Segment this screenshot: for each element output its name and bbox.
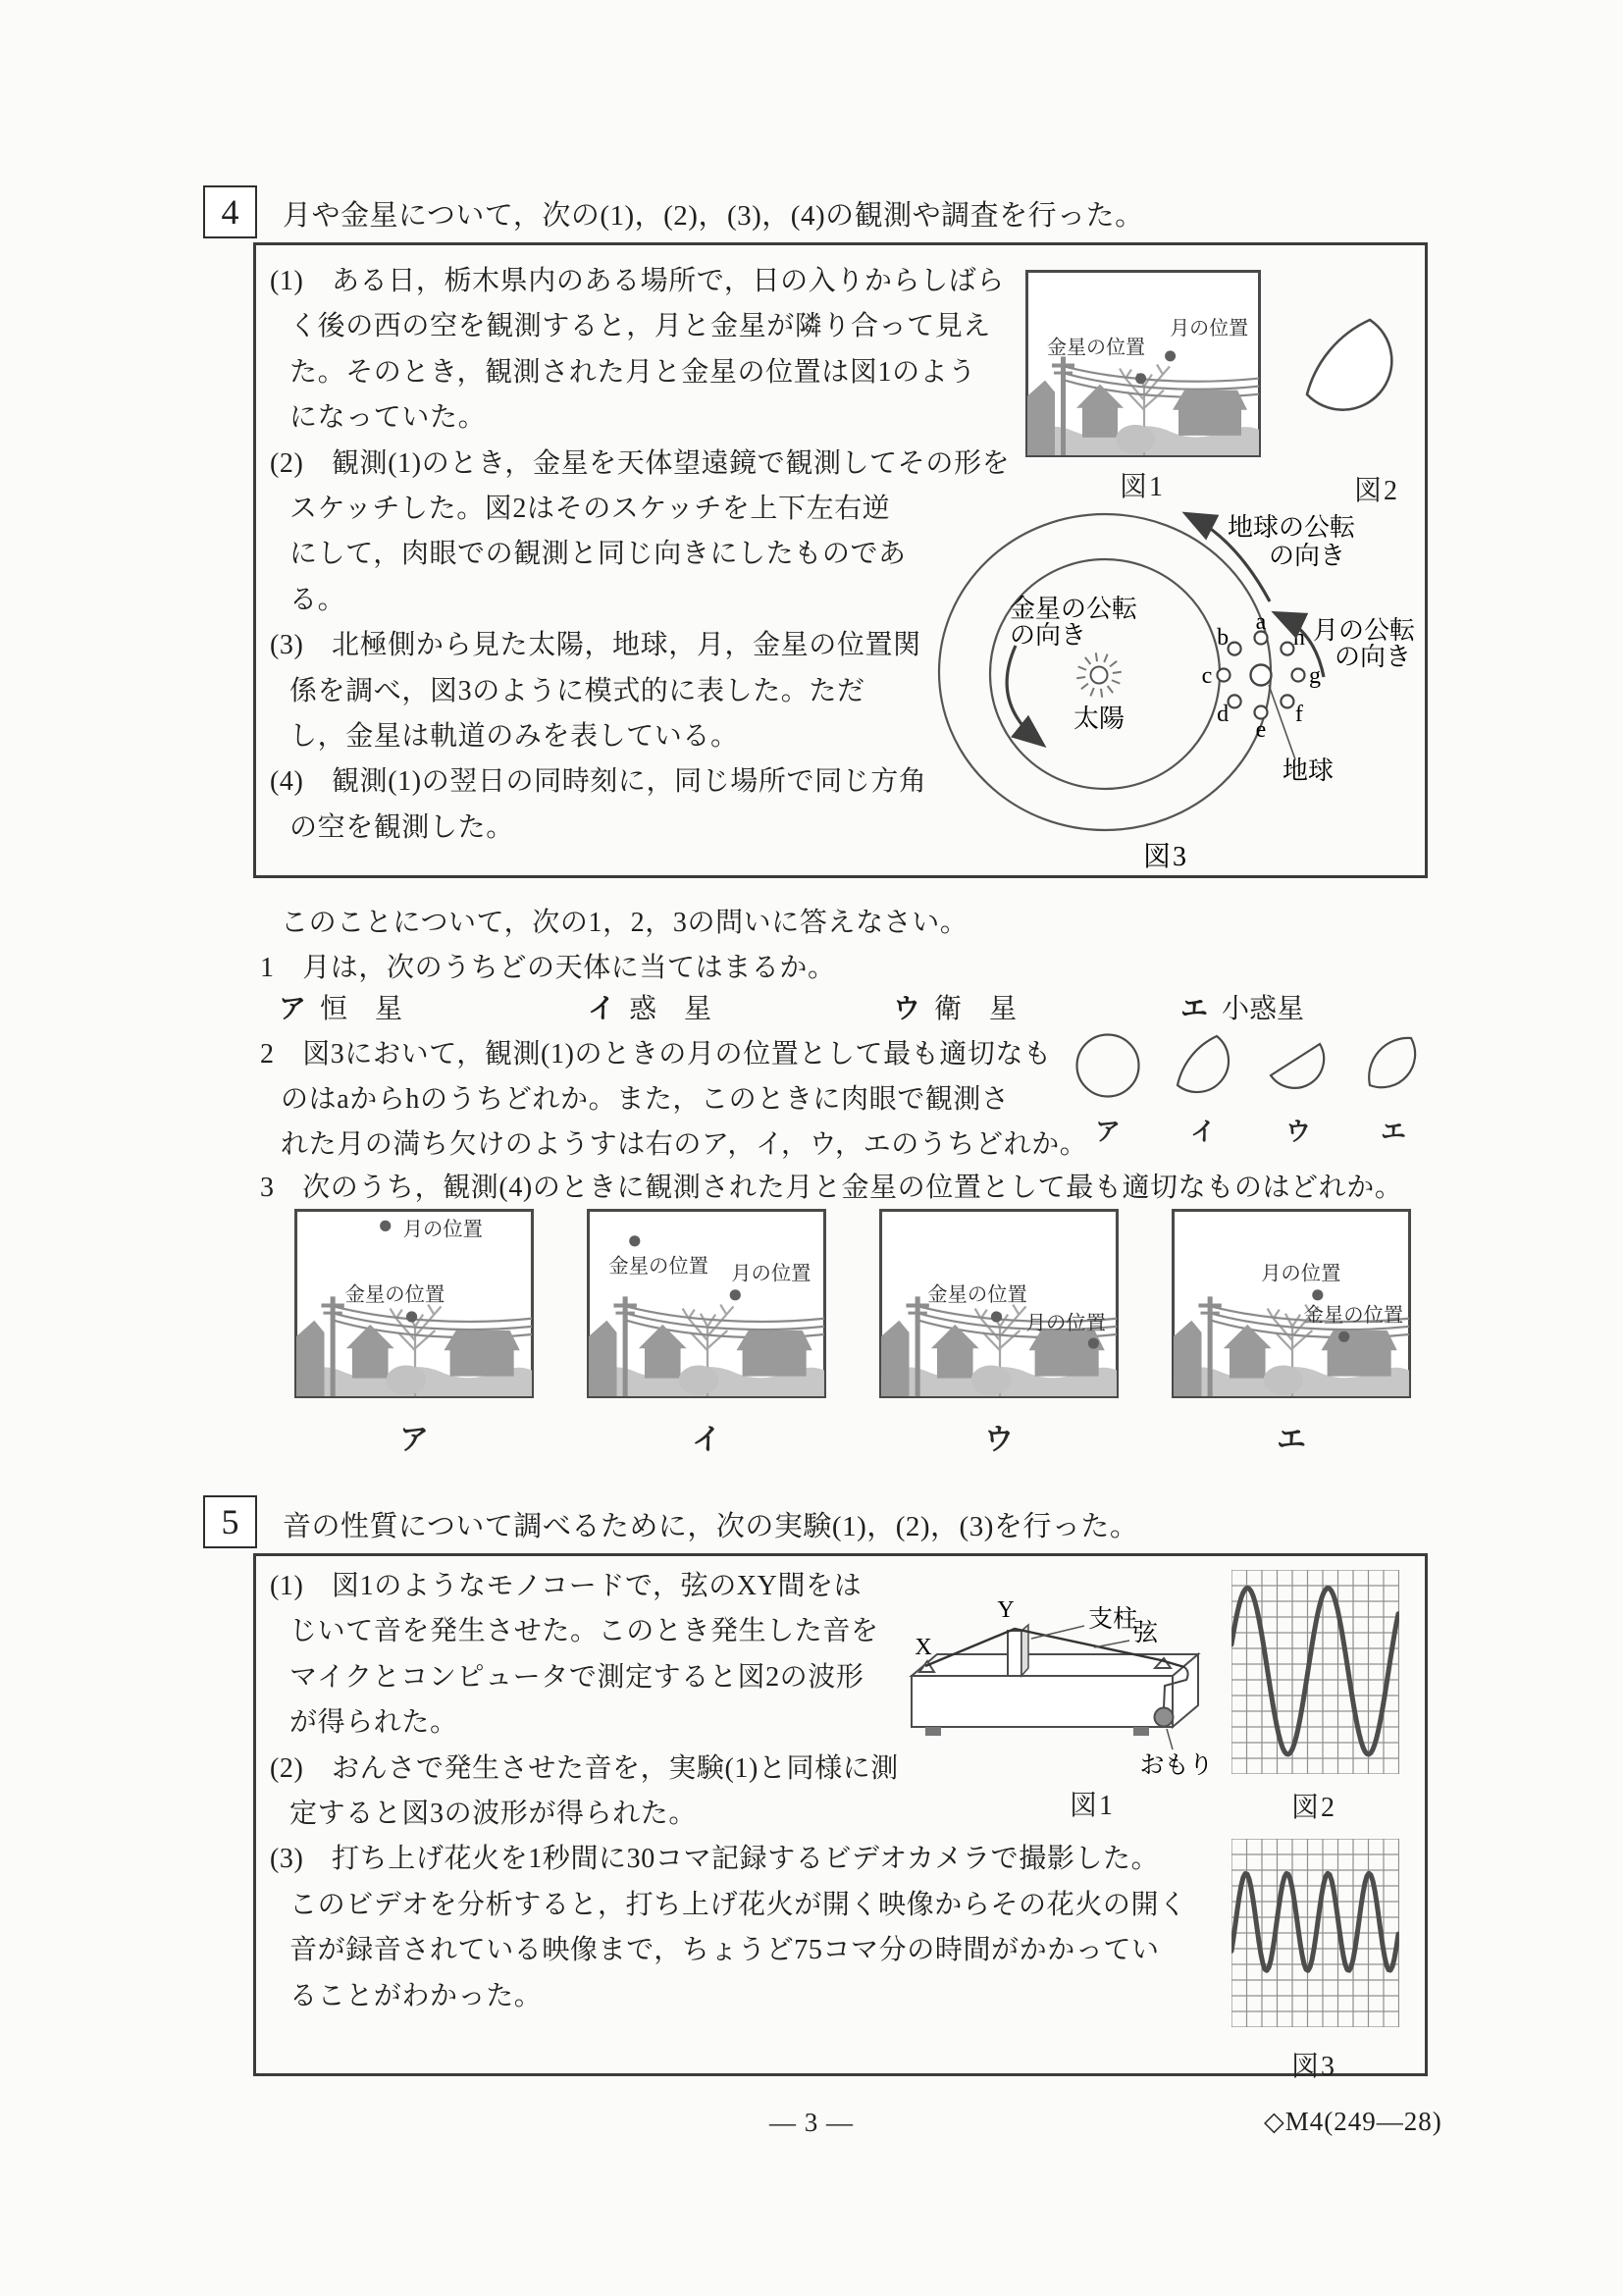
option-text: 恒 星 — [320, 994, 403, 1024]
text-line: 定すると図3の波形が得られた。 — [289, 1799, 698, 1830]
q3-option-panel — [587, 1209, 826, 1459]
text-line: る。 — [289, 584, 346, 615]
q3-option-panel — [879, 1209, 1119, 1459]
option-kana: イ — [588, 993, 616, 1023]
fig2-venus-shape — [1291, 306, 1409, 424]
text-line: 係を調べ，図3のように模式的に表した。ただ — [289, 675, 865, 706]
monochord-foot-left — [925, 1727, 941, 1736]
orbit-diagram — [935, 479, 1470, 875]
oscilloscope-trace — [1231, 1839, 1399, 2027]
celestial-label: 金星の位置 — [927, 1283, 1027, 1306]
venus-revolution-arrow — [1007, 646, 1039, 742]
sound-wave — [1231, 1873, 1398, 1970]
q5-number-box — [203, 1495, 257, 1548]
text-line: にして，肉眼での観測と同じ向きにしたものであ — [289, 539, 907, 570]
q5-title: 音の性質について調べるために，次の実験(1)，(2)，(3)を行った。 — [283, 1511, 1139, 1542]
q5-fig2-caption: 図2 — [1290, 1793, 1336, 1823]
house-silhouette — [445, 1331, 520, 1377]
moon-letter-g: g — [1309, 663, 1321, 689]
oscilloscope-trace — [1231, 1570, 1399, 1774]
panel-kana-label: ウ — [984, 1424, 1014, 1456]
moon-letter-b: b — [1217, 625, 1230, 652]
earth-revolution-label-2: の向き — [1269, 542, 1346, 570]
q1-option — [893, 987, 1017, 1026]
text-line: 音が録音されている映像まで，ちょうど75コマ分の時間がかかってい — [289, 1935, 1160, 1966]
q5-fig3-caption: 図3 — [1290, 2052, 1336, 2082]
q4-content-box — [253, 242, 1428, 878]
house-silhouette — [1173, 391, 1247, 436]
label-pillar: 支柱 — [1088, 1606, 1138, 1633]
text-line: の空を観測した。 — [289, 811, 514, 843]
celestial-dot — [1088, 1337, 1099, 1348]
moon-phase-option-full — [1071, 1028, 1145, 1146]
monochord-figure — [882, 1570, 1216, 1784]
option-text: 惑 星 — [629, 994, 712, 1024]
fig3-waveform-plot — [1231, 1839, 1399, 2032]
sun-label: 太陽 — [1073, 704, 1126, 733]
q4-sub3-option-panels — [294, 1209, 1472, 1459]
q4-sub1-options — [0, 987, 1623, 1028]
text-line: く後の西の空を観測すると，月と金星が隣り合って見え — [289, 311, 992, 342]
text-line: になっていた。 — [289, 402, 487, 434]
landscape-scene — [1172, 1209, 1411, 1398]
full-moon-icon — [1071, 1028, 1145, 1107]
half-moon-icon — [1261, 1028, 1335, 1107]
option-text: 衛 星 — [934, 994, 1018, 1024]
text-line: (4) 観測(1)の翌日の同時刻に，同じ場所で同じ方角 — [270, 766, 927, 798]
text-line: (2) 観測(1)のとき，金星を天体望遠鏡で観測してその形を — [270, 447, 1011, 479]
earth-label: 地球 — [1282, 757, 1335, 785]
celestial-dot — [629, 1235, 640, 1246]
moon-phase-option-gibbous — [1166, 1028, 1240, 1146]
celestial-dot — [991, 1311, 1002, 1322]
fig2-waveform-plot — [1231, 1570, 1399, 1779]
celestial-dot — [1312, 1289, 1323, 1300]
house-silhouette — [1029, 1331, 1105, 1377]
q4-sub3-text: 3 次のうち，観測(4)のときに観測された月と金星の位置として最も適切なものはどれか。 — [260, 1173, 1403, 1203]
fig1-sky-scene — [1025, 270, 1261, 457]
text-line: スケッチした。図2はそのスケッチを上下左右逆 — [289, 494, 891, 525]
celestial-dot — [1165, 350, 1176, 361]
celestial-label: 月の位置 — [1261, 1263, 1341, 1285]
q5-number: 5 — [221, 1502, 239, 1541]
sound-wave — [1231, 1588, 1398, 1754]
earth-revolution-label-1: 地球の公転 — [1228, 513, 1356, 542]
text-line: た。そのとき，観測された月と金星の位置は図1のよう — [289, 356, 976, 388]
celestial-label: 月の位置 — [402, 1219, 483, 1241]
house-silhouette — [1322, 1331, 1397, 1377]
label-y: Y — [997, 1597, 1015, 1623]
text-line: (3) 打ち上げ花火を1秒間に30コマ記録するビデオカメラで撮影した。 — [270, 1844, 1160, 1875]
moon-letter-h: h — [1292, 625, 1305, 652]
crescent-moon-icon — [1356, 1028, 1431, 1107]
phase-kana-label: エ — [1380, 1117, 1406, 1146]
celestial-dot — [730, 1289, 741, 1300]
earth-icon — [1251, 665, 1272, 686]
q4-observation-text — [270, 259, 1010, 851]
moon-letter-c: c — [1201, 663, 1213, 689]
phase-kana-label: ア — [1094, 1117, 1121, 1146]
label-string: 弦 — [1133, 1620, 1159, 1646]
fig2-caption: 図2 — [1353, 476, 1399, 506]
q4-sub2-line3: れた月の満ち欠けのようすは右のア，イ，ウ，エのうちどれか。 — [281, 1129, 1088, 1160]
celestial-dot — [380, 1221, 391, 1231]
document-code: ◇M4(249—28) — [1264, 2107, 1442, 2136]
text-line: このビデオを分析すると，打ち上げ花火が開く映像からその花火の開く — [289, 1889, 1187, 1920]
text-line: ることがわかった。 — [289, 1980, 543, 2011]
text-line: (1) 図1のようなモノコードで，弦のXY間をは — [270, 1571, 863, 1601]
fig1-caption: 図1 — [1119, 472, 1165, 502]
panel-kana-label: エ — [1277, 1424, 1306, 1456]
page-number: — 3 — — [769, 2108, 854, 2137]
q4-number-box — [203, 185, 257, 238]
text-line: (3) 北極側から見た太陽，地球，月，金星の位置関 — [270, 630, 921, 661]
text-line: (1) ある日，栃木県内のある場所で，日の入りからしばら — [270, 266, 1005, 296]
phase-kana-label: ウ — [1284, 1117, 1311, 1146]
panel-kana-label: イ — [692, 1424, 721, 1456]
pillar — [1008, 1631, 1021, 1676]
house-silhouette — [737, 1331, 812, 1377]
text-line: し，金星は軌道のみを表している。 — [289, 721, 739, 753]
text-line: が得られた。 — [289, 1707, 458, 1739]
label-weight: おもり — [1139, 1752, 1214, 1779]
celestial-label: 月の位置 — [1170, 318, 1249, 340]
label-x: X — [915, 1635, 932, 1660]
moon-point-b — [1229, 643, 1241, 655]
celestial-label: 月の位置 — [731, 1263, 812, 1285]
venus-revolution-label-1: 金星の公転 — [1010, 595, 1138, 623]
weight-icon — [1155, 1708, 1174, 1727]
q5-fig1-caption: 図1 — [1069, 1791, 1115, 1821]
panel-kana-label: ア — [399, 1424, 429, 1456]
text-line: (2) おんさで発生させた音を，実験(1)と同様に測 — [270, 1752, 899, 1784]
celestial-label: 金星の位置 — [1303, 1305, 1404, 1328]
q5-content-box — [253, 1553, 1428, 2082]
text-line: じいて音を発生させた。このとき発生した音を — [289, 1616, 879, 1647]
q1-option — [279, 987, 402, 1026]
option-kana: ウ — [893, 993, 921, 1023]
q4-lead-text: このことについて，次の1，2，3の問いに答えなさい。 — [281, 908, 969, 938]
landscape-scene — [1025, 270, 1261, 457]
moon-phase-option-half — [1261, 1028, 1335, 1146]
landscape-scene — [294, 1209, 534, 1398]
phase-kana-label: イ — [1189, 1117, 1216, 1146]
option-text: 小惑星 — [1222, 994, 1305, 1024]
celestial-label: 金星の位置 — [1047, 337, 1145, 359]
moon-point-f — [1281, 695, 1293, 707]
moon-point-h — [1281, 643, 1293, 655]
q4-sub1-text: 1 月は，次のうちどの天体に当てはまるか。 — [260, 953, 836, 983]
celestial-dot — [1338, 1331, 1349, 1342]
q4-number: 4 — [221, 192, 239, 232]
moon-phase-options — [1071, 1028, 1453, 1146]
moon-letter-d: d — [1217, 701, 1230, 727]
landscape-scene — [587, 1209, 826, 1398]
moon-point-c — [1218, 669, 1230, 682]
gibbous-moon-icon — [1166, 1028, 1240, 1107]
moon-revolution-label-1: 月の公転 — [1313, 616, 1416, 645]
moon-letter-f: f — [1294, 701, 1303, 727]
monochord-foot-right — [1133, 1727, 1149, 1736]
q1-option — [588, 987, 711, 1026]
text-line: マイクとコンピュータで測定すると図2の波形 — [289, 1661, 864, 1693]
q3-option-panel — [1172, 1209, 1411, 1459]
q4-sub2-line1: 2 図3において，観測(1)のときの月の位置として最も適切なも — [260, 1039, 1052, 1070]
q3-option-panel — [294, 1209, 534, 1459]
fig3-caption: 図3 — [1142, 842, 1189, 872]
moon-point-g — [1292, 669, 1305, 682]
moon-phase-option-crescent — [1356, 1028, 1431, 1146]
moon-point-d — [1229, 695, 1241, 707]
moon-revolution-label-2: の向き — [1335, 643, 1412, 671]
celestial-label: 金星の位置 — [344, 1283, 445, 1306]
landscape-scene — [879, 1209, 1119, 1398]
option-kana: エ — [1180, 993, 1209, 1023]
celestial-dot — [406, 1311, 417, 1322]
q1-option — [1180, 987, 1304, 1026]
celestial-label: 金星の位置 — [608, 1256, 709, 1278]
celestial-dot — [1135, 373, 1146, 384]
q4-sub2-line2: のはaからhのうちどれか。また，このときに肉眼で観測さ — [281, 1084, 1010, 1115]
moon-letter-e: e — [1255, 717, 1267, 743]
celestial-label: 月の位置 — [1025, 1312, 1106, 1334]
q4-title: 月や金星について，次の(1)，(2)，(3)，(4)の観測や調査を行った。 — [283, 200, 1144, 232]
moon-letter-a: a — [1255, 609, 1267, 635]
option-kana: ア — [279, 993, 307, 1023]
sun-icon — [1076, 652, 1122, 698]
venus-revolution-label-2: の向き — [1010, 621, 1087, 650]
